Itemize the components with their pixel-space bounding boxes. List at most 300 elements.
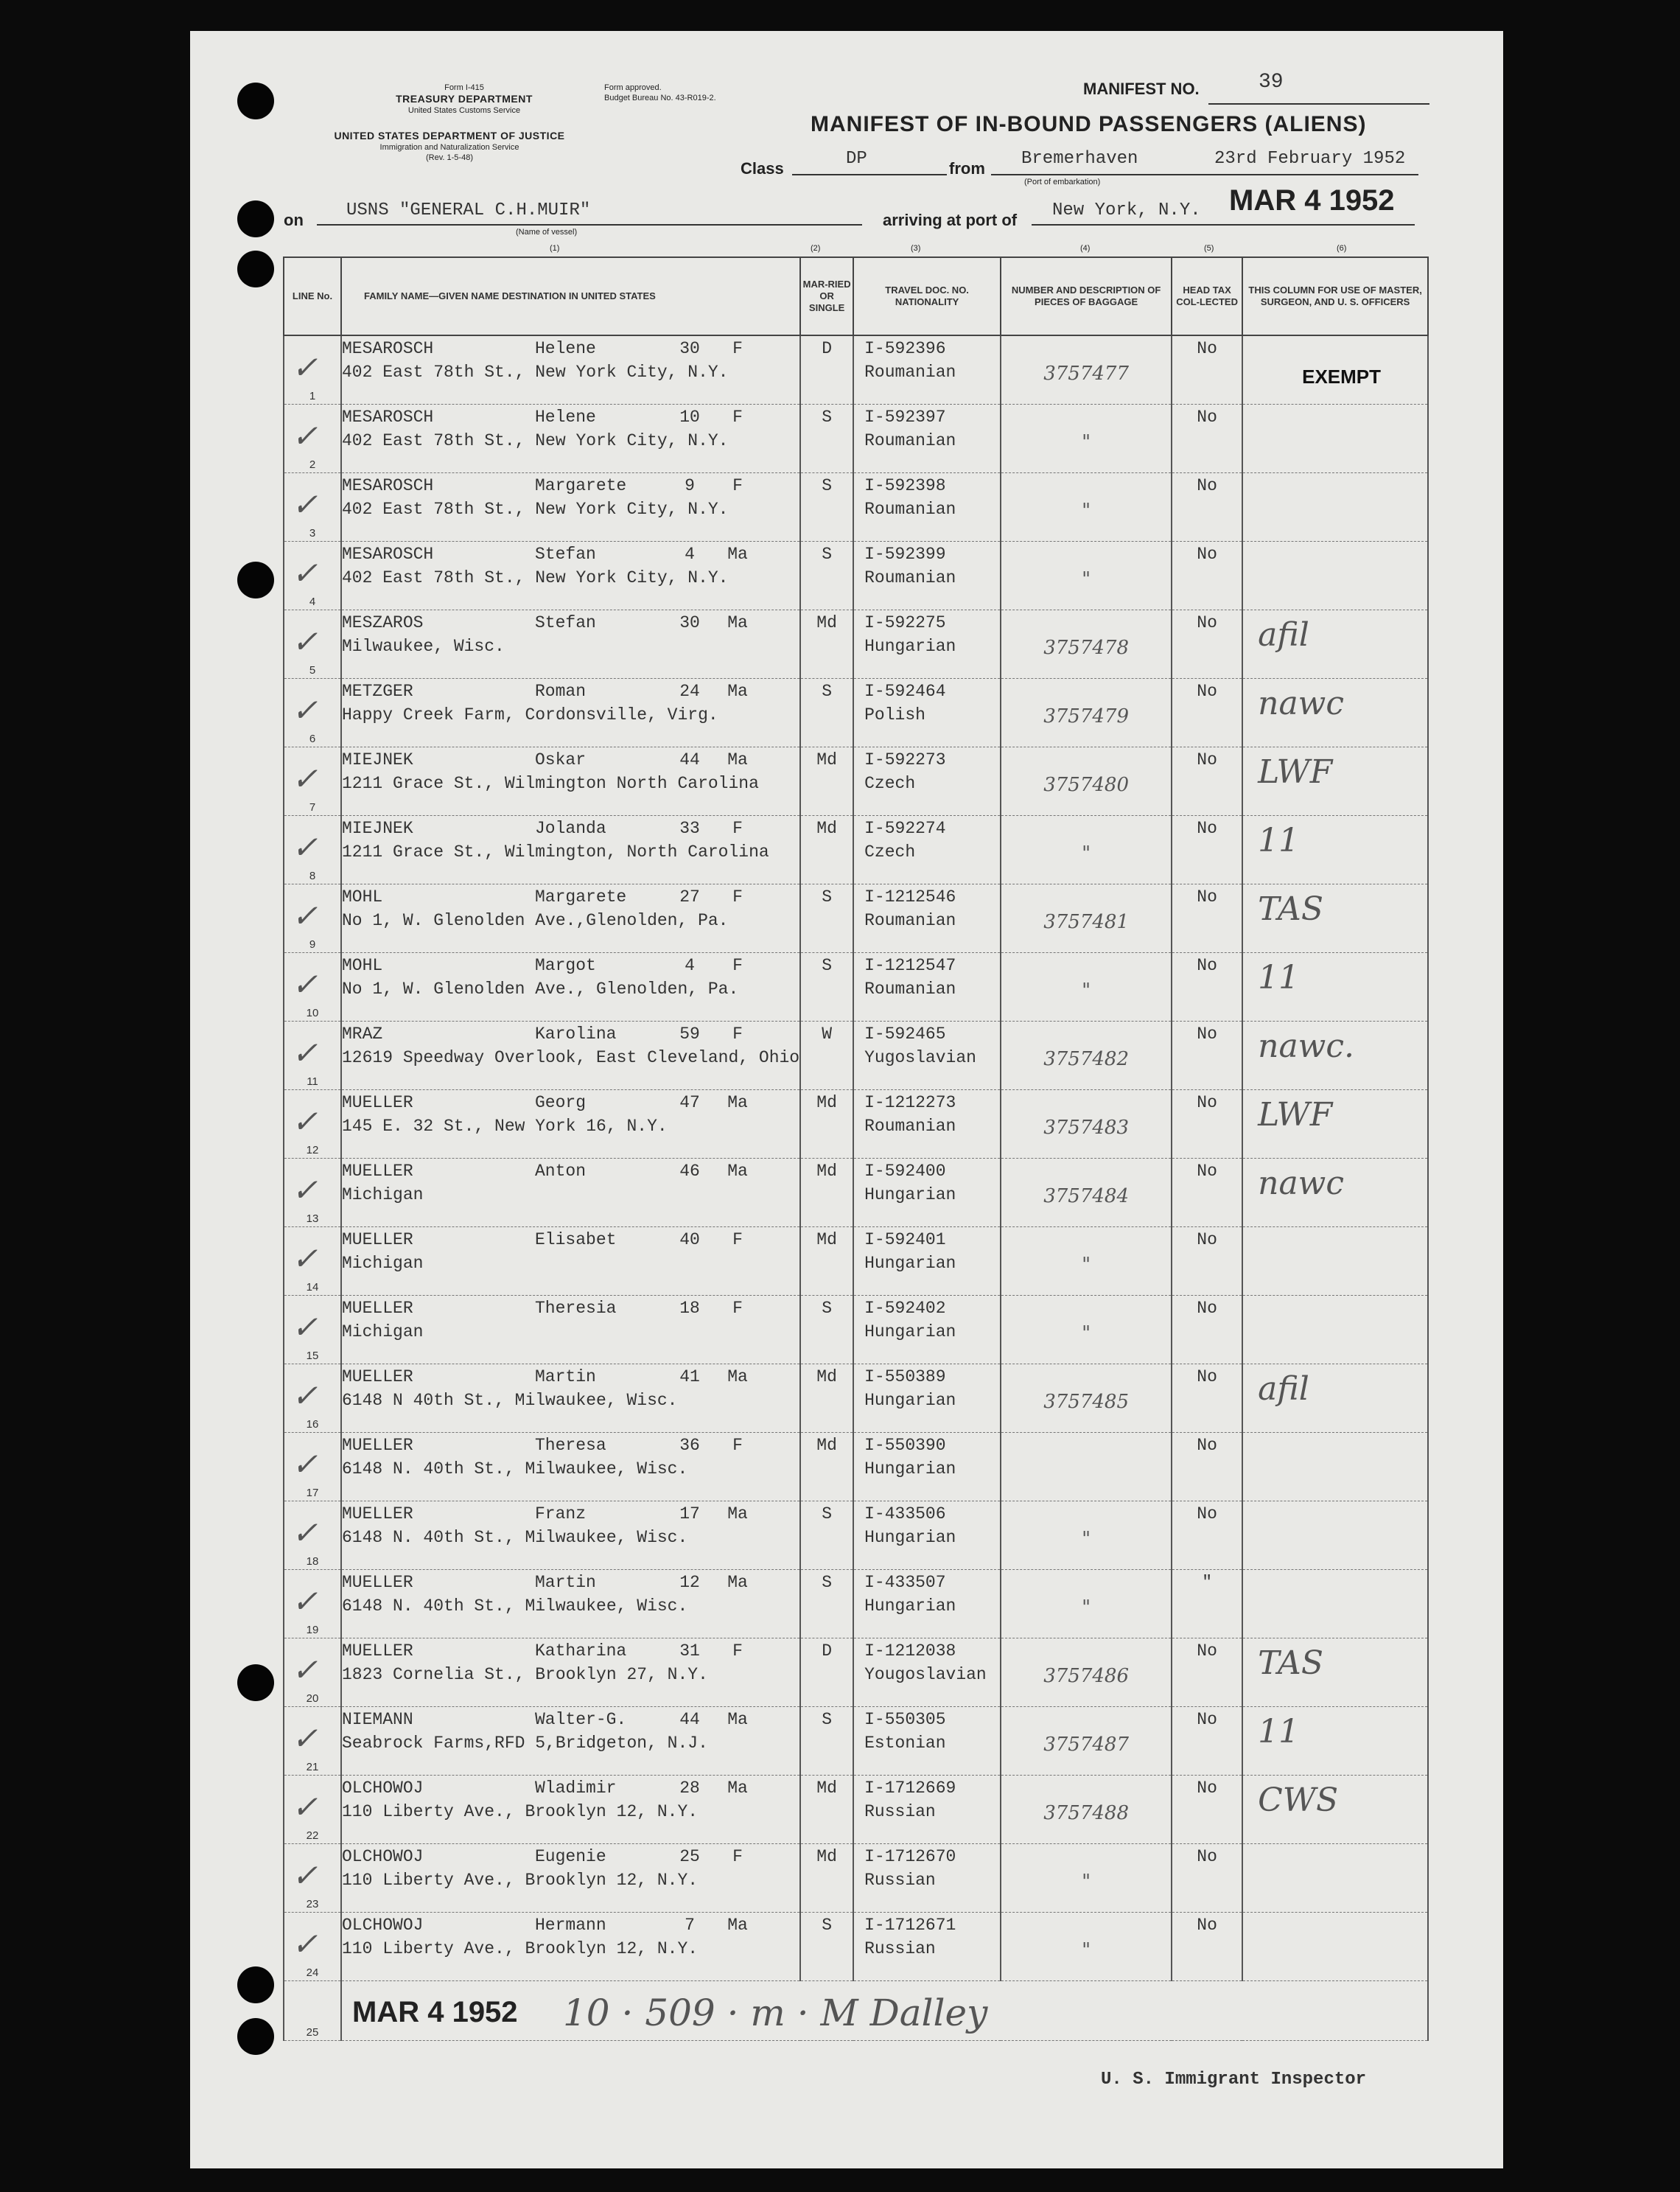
family-name: MUELLER xyxy=(342,1573,413,1592)
name-cell xyxy=(341,1090,800,1159)
name-cell xyxy=(341,1776,800,1844)
travel-cell xyxy=(853,1570,1001,1638)
travel-doc: I-592274 xyxy=(864,819,946,838)
head-tax: No xyxy=(1197,819,1217,838)
marital-status: S xyxy=(822,956,833,975)
destination: 402 East 78th St., New York City, N.Y. xyxy=(342,431,729,450)
tax-cell xyxy=(1172,679,1242,747)
married-cell xyxy=(800,1501,853,1570)
family-name: MUELLER xyxy=(342,1162,413,1181)
age: 10 xyxy=(679,408,700,427)
justice-dept: UNITED STATES DEPARTMENT OF JUSTICE xyxy=(334,130,565,142)
line-number: 4 xyxy=(309,596,316,608)
officer-cell xyxy=(1242,1433,1428,1501)
baggage-cell xyxy=(1001,816,1172,884)
married-cell xyxy=(800,542,853,610)
line-cell xyxy=(284,816,341,884)
age: 7 xyxy=(685,1916,695,1935)
vessel-name: USNS "GENERAL C.H.MUIR" xyxy=(346,200,591,220)
officer-note: afil xyxy=(1258,616,1309,654)
officer-cell xyxy=(1242,1090,1428,1159)
family-name: MUELLER xyxy=(342,1230,413,1249)
baggage-cell xyxy=(1001,1364,1172,1433)
sex: Ma xyxy=(727,682,748,701)
given-name: Hermann xyxy=(535,1916,606,1935)
married-cell xyxy=(800,816,853,884)
check-mark-icon: ✓ xyxy=(292,349,318,385)
table-row xyxy=(284,679,1428,747)
family-name: MESAROSCH xyxy=(342,408,434,427)
sex: Ma xyxy=(727,613,748,632)
line-cell xyxy=(284,1844,341,1913)
destination: 402 East 78th St., New York City, N.Y. xyxy=(342,363,729,382)
travel-doc: I-592397 xyxy=(864,408,946,427)
check-mark-icon: ✓ xyxy=(292,1583,318,1619)
destination: 110 Liberty Ave., Brooklyn 12, N.Y. xyxy=(342,1871,699,1890)
travel-cell xyxy=(853,1364,1001,1433)
line-number: 24 xyxy=(306,1966,319,1979)
punch-hole xyxy=(237,251,274,287)
officer-cell xyxy=(1242,1913,1428,1981)
baggage-cell xyxy=(1001,1570,1172,1638)
table-row xyxy=(284,1090,1428,1159)
officer-note: TAS xyxy=(1258,1644,1323,1682)
table-header-row xyxy=(284,257,1428,335)
age: 24 xyxy=(679,682,700,701)
travel-cell xyxy=(853,884,1001,953)
baggage: 3757481 xyxy=(1043,911,1129,933)
line-cell xyxy=(284,1433,341,1501)
table-row xyxy=(284,1570,1428,1638)
travel-doc: I-550389 xyxy=(864,1367,946,1386)
given-name: Katharina xyxy=(535,1641,627,1661)
married-cell xyxy=(800,747,853,816)
travel-doc: I-550390 xyxy=(864,1436,946,1455)
baggage-cell xyxy=(1001,747,1172,816)
given-name: Georg xyxy=(535,1093,587,1112)
header-line: LINE No. xyxy=(284,257,341,335)
head-tax: No xyxy=(1197,1025,1217,1044)
baggage: 3757486 xyxy=(1043,1665,1129,1687)
check-mark-icon: ✓ xyxy=(292,1446,318,1482)
tax-cell xyxy=(1172,1159,1242,1227)
family-name: NIEMANN xyxy=(342,1710,413,1729)
head-tax: No xyxy=(1197,1230,1217,1249)
marital-status: Md xyxy=(816,613,837,632)
officer-cell xyxy=(1242,1501,1428,1570)
baggage: 3757488 xyxy=(1043,1802,1129,1824)
table-row xyxy=(284,1913,1428,1981)
head-tax: No xyxy=(1197,1367,1217,1386)
name-cell xyxy=(341,1638,800,1707)
nationality: Hungarian xyxy=(864,1185,956,1204)
line-cell xyxy=(284,1364,341,1433)
age: 12 xyxy=(679,1573,700,1592)
line-number: 12 xyxy=(306,1144,319,1156)
officer-note: LWF xyxy=(1258,1096,1333,1134)
officer-cell xyxy=(1242,953,1428,1022)
tax-cell xyxy=(1172,335,1242,405)
name-cell xyxy=(341,884,800,953)
family-name: MIEJNEK xyxy=(342,750,413,769)
nationality: Polish xyxy=(864,705,925,725)
tax-cell xyxy=(1172,1022,1242,1090)
line-number: 7 xyxy=(309,801,316,814)
baggage: 3757487 xyxy=(1043,1734,1129,1756)
table-row xyxy=(284,473,1428,542)
arriving-label: arriving at port of xyxy=(883,211,1018,229)
marital-status: Md xyxy=(816,750,837,769)
destination: 12619 Speedway Overlook, East Cleveland, Ohio xyxy=(342,1048,800,1067)
sex: F xyxy=(732,408,743,427)
sex: F xyxy=(732,956,743,975)
line-cell xyxy=(284,1159,341,1227)
nationality: Roumanian xyxy=(864,568,956,587)
head-tax: No xyxy=(1197,1641,1217,1661)
check-mark-icon: ✓ xyxy=(292,555,318,591)
tax-cell xyxy=(1172,1570,1242,1638)
officer-cell xyxy=(1242,542,1428,610)
travel-doc: I-592402 xyxy=(864,1299,946,1318)
destination: 1823 Cornelia St., Brooklyn 27, N.Y. xyxy=(342,1665,708,1684)
family-name: MESZAROS xyxy=(342,613,424,632)
nationality: Roumanian xyxy=(864,363,956,382)
baggage-cell xyxy=(1001,1776,1172,1844)
age: 18 xyxy=(679,1299,700,1318)
destination: 402 East 78th St., New York City, N.Y. xyxy=(342,500,729,519)
baggage: " xyxy=(1082,1322,1091,1344)
married-cell xyxy=(800,1570,853,1638)
age: 17 xyxy=(679,1504,700,1523)
punch-hole xyxy=(237,2018,274,2055)
family-name: MESAROSCH xyxy=(342,545,434,564)
baggage-cell xyxy=(1001,884,1172,953)
line-cell xyxy=(284,1501,341,1570)
officer-note: nawc xyxy=(1258,1165,1344,1202)
marital-status: S xyxy=(822,1710,833,1729)
given-name: Anton xyxy=(535,1162,587,1181)
given-name: Elisabet xyxy=(535,1230,617,1249)
officer-cell xyxy=(1242,1776,1428,1844)
travel-doc: I-1212546 xyxy=(864,887,956,907)
head-tax: No xyxy=(1197,339,1217,358)
given-name: Eugenie xyxy=(535,1847,606,1866)
marital-status: S xyxy=(822,887,833,907)
age: 41 xyxy=(679,1367,700,1386)
officer-note: nawc. xyxy=(1258,1027,1354,1065)
sex: F xyxy=(732,1847,743,1866)
officer-cell xyxy=(1242,405,1428,473)
married-cell xyxy=(800,1364,853,1433)
marital-status: Md xyxy=(816,1162,837,1181)
line-number: 10 xyxy=(306,1007,319,1019)
line-number: 1 xyxy=(309,390,316,402)
table-row xyxy=(284,1776,1428,1844)
sex: Ma xyxy=(727,1573,748,1592)
tax-cell xyxy=(1172,953,1242,1022)
tax-cell xyxy=(1172,1913,1242,1981)
baggage-cell xyxy=(1001,1296,1172,1364)
travel-doc: I-592275 xyxy=(864,613,946,632)
name-cell xyxy=(341,1296,800,1364)
table-row xyxy=(284,1296,1428,1364)
sex: F xyxy=(732,819,743,838)
travel-doc: I-592400 xyxy=(864,1162,946,1181)
sex: F xyxy=(732,476,743,495)
from-label: from xyxy=(949,159,985,178)
nationality: Czech xyxy=(864,842,916,862)
officer-note: 11 xyxy=(1258,822,1300,859)
table-row xyxy=(284,1844,1428,1913)
line-number: 16 xyxy=(306,1418,319,1431)
name-cell xyxy=(341,953,800,1022)
line-cell xyxy=(284,1296,341,1364)
line-number: 8 xyxy=(309,870,316,882)
embark-date: 23rd February 1952 xyxy=(1214,149,1406,169)
sex: Ma xyxy=(727,1710,748,1729)
approval-info: Form approved. Budget Bureau No. 43-R019-2. xyxy=(604,83,716,102)
baggage-cell xyxy=(1001,610,1172,679)
line-number: 17 xyxy=(306,1487,319,1499)
name-cell xyxy=(341,679,800,747)
class-value: DP xyxy=(846,149,867,169)
baggage: " xyxy=(1082,568,1091,590)
manifest-no: 39 xyxy=(1259,71,1284,94)
travel-doc: I-433507 xyxy=(864,1573,946,1592)
given-name: Franz xyxy=(535,1504,587,1523)
tax-cell xyxy=(1172,816,1242,884)
family-name: MRAZ xyxy=(342,1025,383,1044)
punch-hole xyxy=(237,200,274,237)
travel-doc: I-1712671 xyxy=(864,1916,956,1935)
destination: 1211 Grace St., Wilmington North Carolina xyxy=(342,774,759,793)
tax-cell xyxy=(1172,747,1242,816)
family-name: MESAROSCH xyxy=(342,476,434,495)
table-row xyxy=(284,884,1428,953)
sex: F xyxy=(732,1230,743,1249)
married-cell xyxy=(800,1776,853,1844)
header-married: MAR-RIED OR SINGLE xyxy=(800,257,853,335)
header-officers: THIS COLUMN FOR USE OF MASTER, SURGEON, AND U. S. OFFICERS xyxy=(1242,257,1428,335)
nationality: Roumanian xyxy=(864,500,956,519)
date-stamp-bottom: MAR 4 1952 xyxy=(352,1996,518,2028)
age: 59 xyxy=(679,1025,700,1044)
nationality: Roumanian xyxy=(864,431,956,450)
travel-cell xyxy=(853,473,1001,542)
baggage: 3757483 xyxy=(1043,1117,1129,1139)
sex: Ma xyxy=(727,1504,748,1523)
head-tax: No xyxy=(1197,545,1217,564)
nationality: Yugoslavian xyxy=(864,1048,976,1067)
line-cell xyxy=(284,1638,341,1707)
head-tax: No xyxy=(1197,613,1217,632)
travel-doc: I-592398 xyxy=(864,476,946,495)
line-number: 13 xyxy=(306,1212,319,1225)
nationality: Hungarian xyxy=(864,1528,956,1547)
nationality: Russian xyxy=(864,1939,936,1958)
given-name: Roman xyxy=(535,682,587,701)
family-name: OLCHOWOJ xyxy=(342,1916,424,1935)
line-number: 15 xyxy=(306,1350,319,1362)
justice-info: UNITED STATES DEPARTMENT OF JUSTICE Immigration and Naturalization Service (Rev. 1-5-48) xyxy=(280,130,619,163)
marital-status: W xyxy=(822,1025,833,1044)
travel-doc: I-433506 xyxy=(864,1504,946,1523)
check-mark-icon: ✓ xyxy=(292,486,318,523)
line-number: 20 xyxy=(306,1692,319,1705)
baggage: " xyxy=(1082,1871,1091,1893)
married-cell xyxy=(800,1913,853,1981)
married-cell xyxy=(800,1433,853,1501)
nationality: Hungarian xyxy=(864,1322,956,1341)
travel-cell xyxy=(853,335,1001,405)
officer-note: TAS xyxy=(1258,890,1323,928)
tax-cell xyxy=(1172,1844,1242,1913)
officer-cell xyxy=(1242,679,1428,747)
name-cell xyxy=(341,473,800,542)
sex: Ma xyxy=(727,1367,748,1386)
line-number: 23 xyxy=(306,1898,319,1910)
head-tax: No xyxy=(1197,682,1217,701)
sex: F xyxy=(732,1641,743,1661)
check-mark-icon: ✓ xyxy=(292,966,318,1002)
officer-cell xyxy=(1242,747,1428,816)
travel-cell xyxy=(853,1159,1001,1227)
sex: F xyxy=(732,887,743,907)
header-baggage: NUMBER AND DESCRIPTION OF PIECES OF BAGGAGE xyxy=(1001,257,1172,335)
family-name: MESAROSCH xyxy=(342,339,434,358)
married-cell xyxy=(800,953,853,1022)
on-label: on xyxy=(284,211,304,229)
line-cell xyxy=(284,679,341,747)
travel-cell xyxy=(853,747,1001,816)
head-tax: No xyxy=(1197,1779,1217,1798)
class-label: Class xyxy=(741,159,784,178)
check-mark-icon: ✓ xyxy=(292,1515,318,1551)
family-name: MOHL xyxy=(342,956,383,975)
marital-status: Md xyxy=(816,1230,837,1249)
marital-status: S xyxy=(822,1573,833,1592)
age: 33 xyxy=(679,819,700,838)
travel-doc: I-1712669 xyxy=(864,1779,956,1798)
married-cell xyxy=(800,1090,853,1159)
check-mark-icon: ✓ xyxy=(292,1926,318,1962)
given-name: Oskar xyxy=(535,750,587,769)
head-tax: No xyxy=(1197,887,1217,907)
table-row xyxy=(284,542,1428,610)
head-tax: No xyxy=(1197,750,1217,769)
check-mark-icon: ✓ xyxy=(292,761,318,797)
inspector-signature: 10 · 509 · m · M Dalley xyxy=(563,1992,988,2034)
destination: Milwaukee, Wisc. xyxy=(342,637,505,656)
table-row xyxy=(284,1638,1428,1707)
line-cell xyxy=(284,953,341,1022)
nationality: Hungarian xyxy=(864,1459,956,1479)
baggage: 3757485 xyxy=(1043,1391,1129,1413)
manifest-table xyxy=(283,256,1429,2041)
name-cell xyxy=(341,335,800,405)
line-number: 19 xyxy=(306,1624,319,1636)
name-cell xyxy=(341,1913,800,1981)
table-row xyxy=(284,1433,1428,1501)
line-number: 18 xyxy=(306,1555,319,1568)
sex: Ma xyxy=(727,1779,748,1798)
line-cell xyxy=(284,473,341,542)
tax-cell xyxy=(1172,1776,1242,1844)
destination: 6148 N. 40th St., Milwaukee, Wisc. xyxy=(342,1459,688,1479)
baggage: " xyxy=(1082,1596,1091,1619)
check-mark-icon: ✓ xyxy=(292,1789,318,1825)
header-tax: HEAD TAX COL-LECTED xyxy=(1172,257,1242,335)
baggage: " xyxy=(1082,980,1091,1002)
travel-cell xyxy=(853,1707,1001,1776)
given-name: Margarete xyxy=(535,476,627,495)
punch-hole xyxy=(237,1966,274,2003)
marital-status: D xyxy=(822,339,833,358)
tax-cell xyxy=(1172,1227,1242,1296)
table-row xyxy=(284,1022,1428,1090)
sex: Ma xyxy=(727,1162,748,1181)
travel-doc: I-550305 xyxy=(864,1710,946,1729)
given-name: Margot xyxy=(535,956,596,975)
married-cell xyxy=(800,1296,853,1364)
age: 40 xyxy=(679,1230,700,1249)
table-row xyxy=(284,1501,1428,1570)
line-cell xyxy=(284,542,341,610)
destination: Michigan xyxy=(342,1254,424,1273)
marital-status: S xyxy=(822,1299,833,1318)
family-name: MUELLER xyxy=(342,1093,413,1112)
name-cell xyxy=(341,1159,800,1227)
name-cell xyxy=(341,1364,800,1433)
head-tax: No xyxy=(1197,956,1217,975)
tax-cell xyxy=(1172,405,1242,473)
head-tax: No xyxy=(1197,1436,1217,1455)
date-stamp-top: MAR 4 1952 xyxy=(1229,184,1395,217)
baggage: " xyxy=(1082,1528,1091,1550)
table-row xyxy=(284,1707,1428,1776)
tax-cell xyxy=(1172,884,1242,953)
baggage-cell xyxy=(1001,953,1172,1022)
line-cell xyxy=(284,1227,341,1296)
tax-cell xyxy=(1172,1501,1242,1570)
destination: 6148 N 40th St., Milwaukee, Wisc. xyxy=(342,1391,678,1410)
table-row xyxy=(284,816,1428,884)
line-number: 21 xyxy=(306,1761,319,1773)
sex: Ma xyxy=(727,1916,748,1935)
line-number: 6 xyxy=(309,733,316,745)
nationality: Yougoslavian xyxy=(864,1665,987,1684)
officer-cell xyxy=(1242,1707,1428,1776)
table-row xyxy=(284,1159,1428,1227)
given-name: Karolina xyxy=(535,1025,617,1044)
married-cell xyxy=(800,1227,853,1296)
baggage: 3757477 xyxy=(1043,363,1129,385)
travel-doc: I-592399 xyxy=(864,545,946,564)
baggage: 3757478 xyxy=(1043,637,1129,659)
sex: F xyxy=(732,1436,743,1455)
travel-doc: I-592396 xyxy=(864,339,946,358)
line-number: 2 xyxy=(309,458,316,471)
married-cell xyxy=(800,1159,853,1227)
destination: 6148 N. 40th St., Milwaukee, Wisc. xyxy=(342,1596,688,1616)
travel-doc: I-1212038 xyxy=(864,1641,956,1661)
officer-cell xyxy=(1242,1638,1428,1707)
line-cell xyxy=(284,1913,341,1981)
officer-note: 11 xyxy=(1258,959,1300,996)
nationality: Hungarian xyxy=(864,1391,956,1410)
check-mark-icon: ✓ xyxy=(292,1240,318,1277)
line-cell xyxy=(284,1570,341,1638)
